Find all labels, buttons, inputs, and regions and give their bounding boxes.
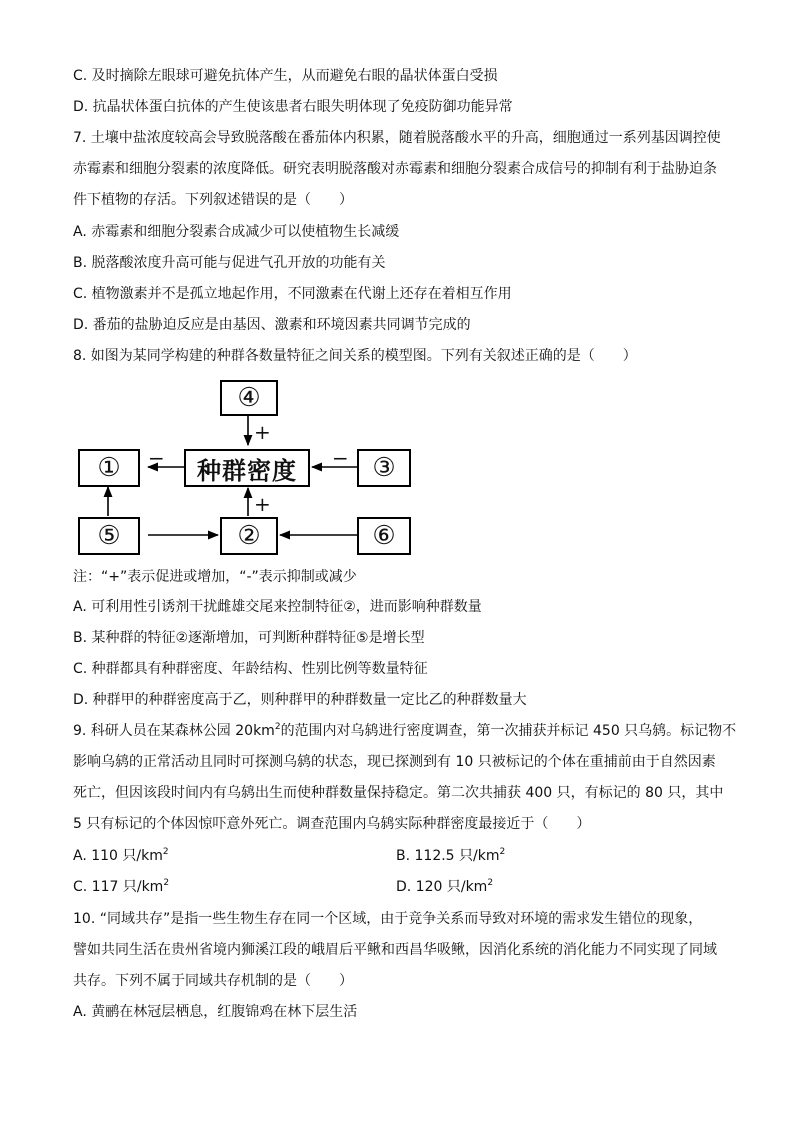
- q9-option-b-text: B. 112.5 只/km: [396, 848, 500, 864]
- q10-option-a: A. 黄鹂在林冠层栖息，红腹锦鸡在林下层生活: [73, 1004, 358, 1020]
- superscript-2: 2: [163, 878, 170, 888]
- q7-stem-line-1: 7. 土壤中盐浓度较高会导致脱落酸在番茄体内积累，随着脱落酸水平的升高，细胞通过一系列基因调控使: [73, 130, 721, 146]
- node-population-density: 种群密度: [184, 449, 310, 487]
- superscript-2: 2: [487, 878, 494, 888]
- population-model-diagram: [70, 378, 420, 558]
- q8-option-a: A. 可利用性引诱剂干扰雌雄交尾来控制特征②，进而影响种群数量: [73, 599, 482, 615]
- q6-option-d: D. 抗晶状体蛋白抗体的产生使该患者右眼失明体现了免疫防御功能异常: [73, 99, 513, 115]
- q9-stem-line-1-pre: 9. 科研人员在某森林公园 20km: [73, 723, 275, 739]
- q7-stem-line-2: 赤霉素和细胞分裂素的浓度降低。研究表明脱落酸对赤霉素和细胞分裂素合成信号的抑制有利于盐胁迫条: [73, 161, 717, 177]
- q6-option-c: C. 及时摘除左眼球可避免抗体产生，从而避免右眼的晶状体蛋白受损: [73, 68, 498, 84]
- q9-option-d-text: D. 120 只/km: [396, 879, 488, 895]
- q7-stem-line-3: 件下植物的存活。下列叙述错误的是（ ）: [73, 192, 353, 208]
- q9-option-c-text: C. 117 只/km: [73, 879, 164, 895]
- q8-option-c: C. 种群都具有种群密度、年龄结构、性别比例等数量特征: [73, 661, 428, 677]
- q10-stem-line-3: 共存。下列不属于同域共存机制的是（ ）: [73, 973, 353, 989]
- plus-sign-bottom: +: [254, 492, 271, 516]
- superscript-2: 2: [162, 847, 169, 857]
- node-3: ③: [357, 449, 411, 487]
- node-6: ⑥: [357, 517, 411, 555]
- q9-option-b: [396, 846, 505, 866]
- q7-option-d: D. 番茄的盐胁迫反应是由基因、激素和环境因素共同调节完成的: [73, 317, 471, 333]
- q7-option-c: C. 植物激素并不是孤立地起作用，不同激素在代谢上还存在着相互作用: [73, 286, 512, 302]
- minus-sign-right: −: [332, 446, 349, 470]
- minus-sign-left: −: [148, 446, 165, 470]
- q8-stem: 8. 如图为某同学构建的种群各数量特征之间关系的模型图。下列有关叙述正确的是（ ）: [73, 348, 637, 364]
- q9-stem-line-2: 影响乌鸫的正常活动且同时可探测乌鸫的状态，现已探测到有 10 只被标记的个体在重捕前由于自然因素: [73, 754, 716, 770]
- q9-option-a-text: A. 110 只/km: [73, 848, 163, 864]
- q7-option-b: B. 脱落酸浓度升高可能与促进气孔开放的功能有关: [73, 255, 386, 271]
- q9-option-a: [73, 846, 169, 866]
- q8-note: 注：“+”表示促进或增加，“-”表示抑制或减少: [73, 569, 357, 585]
- q8-option-d: D. 种群甲的种群密度高于乙，则种群甲的种群数量一定比乙的种群数量大: [73, 692, 527, 708]
- q10-stem-line-1: 10. “同域共存”是指一些生物生存在同一个区域，由于竞争关系而导致对环境的需求发生错位的现象，: [73, 911, 703, 927]
- plus-sign-top: +: [254, 420, 271, 444]
- q9-option-c: [73, 877, 169, 897]
- q9-stem-line-1-post: 的范围内对乌鸫进行密度调查，第一次捕获并标记 450 只乌鸫。标记物不: [280, 723, 737, 739]
- node-5: ⑤: [78, 517, 140, 555]
- q9-stem-line-3: 死亡，但因该段时间内有乌鸫出生而使种群数量保持稳定。第二次共捕获 400 只，有标记的 80 只，其中: [73, 785, 724, 801]
- q9-stem-line-4: 5 只有标记的个体因惊吓意外死亡。调查范围内乌鸫实际种群密度最接近于（ ）: [73, 816, 591, 832]
- node-2: ②: [220, 517, 278, 555]
- superscript-2: 2: [274, 722, 281, 732]
- q8-option-b: B. 某种群的特征②逐渐增加，可判断种群特征⑤是增长型: [73, 630, 425, 646]
- q9-option-d: [396, 877, 493, 897]
- node-1: ①: [78, 449, 140, 487]
- q7-option-a: A. 赤霉素和细胞分裂素合成减少可以使植物生长减缓: [73, 224, 400, 240]
- node-4: ④: [220, 380, 278, 416]
- q10-stem-line-2: 譬如共同生活在贵州省境内狮溪江段的峨眉后平鳅和西昌华吸鳅，因消化系统的消化能力不同实现了同域: [73, 942, 717, 958]
- superscript-2: 2: [499, 847, 506, 857]
- q9-stem-line-1: [73, 721, 736, 741]
